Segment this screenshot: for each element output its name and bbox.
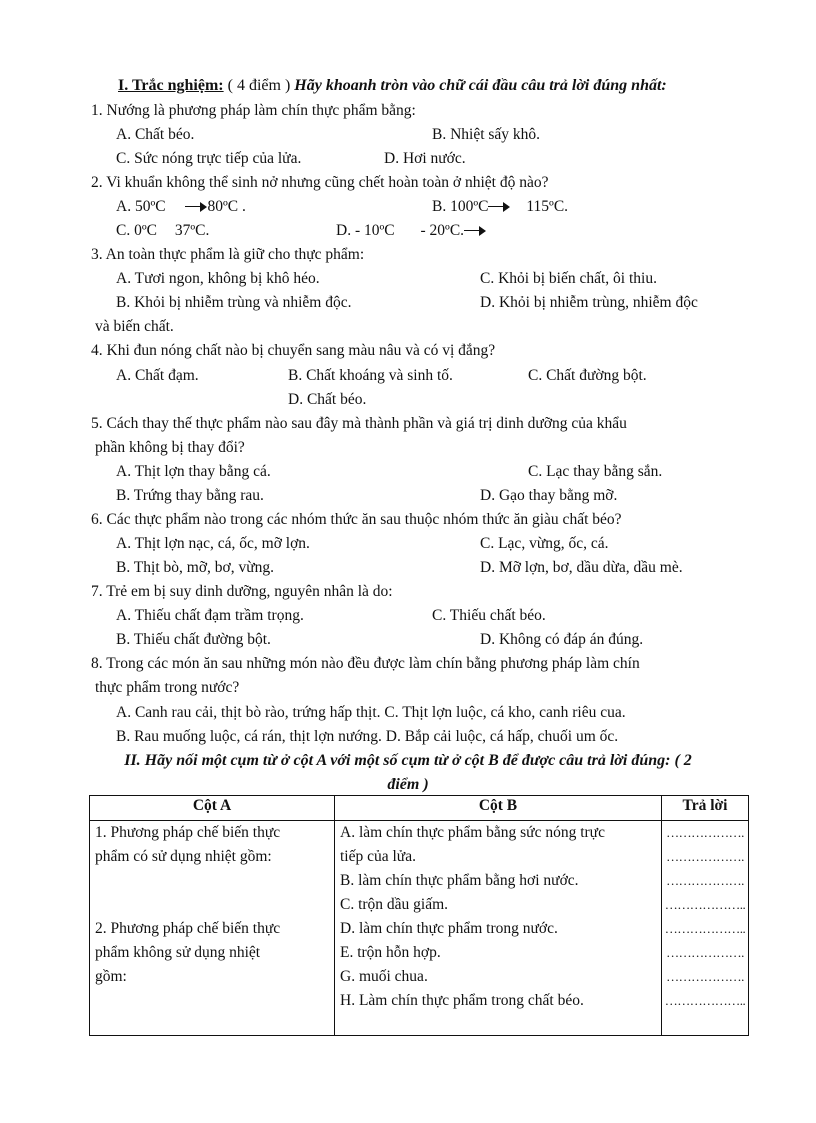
q2-d-to: - 20ºC. bbox=[420, 222, 465, 239]
answer-blank[interactable]: ………………. bbox=[666, 873, 744, 888]
q5-stem-line1: 5. Cách thay thế thực phẩm nào sau đây mà thành phần và giá trị dinh dưỡng của khẩu bbox=[91, 415, 627, 432]
column-b-option-b: B. làm chín thực phẩm bằng hơi nước. bbox=[340, 872, 579, 889]
q2-option-d bbox=[336, 221, 486, 241]
q3-stem: 3. An toàn thực phẩm là giữ cho thực phẩm: bbox=[91, 246, 365, 263]
q8-options-b-d: B. Rau muống luộc, cá rán, thịt lợn nướng. D. Bắp cải luộc, cá hấp, chuối um ốc. bbox=[116, 728, 619, 745]
q8-stem-line1: 8. Trong các món ăn sau những món nào đều được làm chín bằng phương pháp làm chín bbox=[91, 655, 640, 672]
q1-option-c: C. Sức nóng trực tiếp của lửa. bbox=[116, 150, 302, 167]
answer-blank[interactable]: ………………. bbox=[666, 825, 744, 840]
column-a-item2-line3: gồm: bbox=[95, 968, 127, 985]
arrow-icon bbox=[488, 202, 510, 212]
q8-stem-line2: thực phẩm trong nước? bbox=[95, 679, 240, 696]
answer-blank[interactable]: ………………. bbox=[666, 969, 744, 984]
q1-stem: 1. Nướng là phương pháp làm chín thực phẩm bằng: bbox=[91, 102, 416, 119]
column-a-item2-line1: 2. Phương pháp chế biến thực bbox=[95, 920, 281, 937]
q4-option-b: B. Chất khoáng và sinh tố. bbox=[288, 367, 453, 384]
answer-blank[interactable]: ……………….. bbox=[664, 897, 746, 912]
q5-option-b: B. Trứng thay bằng rau. bbox=[116, 487, 264, 504]
table-body-row bbox=[90, 821, 749, 1036]
section1-heading: I. Trắc nghiệm: bbox=[118, 77, 224, 94]
q2-option-a bbox=[116, 197, 246, 217]
q3-option-a: A. Tươi ngon, không bị khô héo. bbox=[116, 270, 320, 287]
q6-option-b: B. Thịt bò, mỡ, bơ, vừng. bbox=[116, 559, 274, 576]
q2-b-to: 115ºC. bbox=[526, 198, 569, 215]
q7-stem: 7. Trẻ em bị suy dinh dưỡng, nguyên nhân là do: bbox=[91, 583, 393, 600]
arrow-icon bbox=[464, 226, 486, 236]
q2-d-from: D. - 10ºC bbox=[336, 222, 395, 239]
column-b-cell bbox=[335, 821, 662, 1036]
q7-option-b: B. Thiếu chất đường bột. bbox=[116, 631, 271, 648]
answer-cell[interactable] bbox=[662, 821, 749, 1036]
q6-option-d: D. Mỡ lợn, bơ, dầu dừa, dầu mè. bbox=[480, 559, 683, 576]
q2-c-from: C. 0ºC bbox=[116, 222, 157, 239]
column-b-option-g: G. muối chua. bbox=[340, 968, 428, 985]
table-header-row bbox=[90, 796, 749, 821]
q2-stem: 2. Vi khuẩn không thể sinh nở nhưng cũng chết hoàn toàn ở nhiệt độ nào? bbox=[91, 174, 549, 191]
q1-option-b: B. Nhiệt sấy khô. bbox=[432, 126, 541, 143]
q2-a-from: A. 50ºC bbox=[116, 198, 166, 215]
q8-options-a-c: A. Canh rau cải, thịt bò rào, trứng hấp thịt. C. Thịt lợn luộc, cá kho, canh riêu cua. bbox=[116, 704, 626, 721]
header-column-b: Cột B bbox=[335, 796, 662, 821]
q4-stem: 4. Khi đun nóng chất nào bị chuyển sang màu nâu và có vị đắng? bbox=[91, 342, 496, 359]
q2-option-b bbox=[432, 197, 568, 217]
column-b-option-e: E. trộn hỗn hợp. bbox=[340, 944, 441, 961]
section1-points: ( 4 điểm ) bbox=[223, 77, 295, 94]
q7-option-a: A. Thiếu chất đạm trầm trọng. bbox=[116, 607, 304, 624]
q1-option-d: D. Hơi nước. bbox=[384, 150, 466, 167]
q3-option-d: D. Khỏi bị nhiễm trùng, nhiễm độc bbox=[480, 294, 698, 311]
q2-c-to: 37ºC. bbox=[174, 222, 210, 239]
column-b-option-d: D. làm chín thực phẩm trong nước. bbox=[340, 920, 558, 937]
section2-heading-line1: II. Hãy nối một cụm từ ở cột A với một số cụm từ ở cột B để được câu trả lời đúng: ( 2 bbox=[124, 752, 692, 769]
section2-heading-line2: điểm ) bbox=[387, 776, 429, 793]
column-a-item2-line2: phẩm không sử dụng nhiệt bbox=[95, 944, 261, 961]
q6-option-a: A. Thịt lợn nạc, cá, ốc, mỡ lợn. bbox=[116, 535, 310, 552]
q5-option-d: D. Gạo thay bằng mỡ. bbox=[480, 487, 618, 504]
q2-b-from: B. 100ºC bbox=[432, 198, 489, 215]
q4-option-c: C. Chất đường bột. bbox=[528, 367, 647, 384]
q7-option-d: D. Không có đáp án đúng. bbox=[480, 631, 644, 648]
section1-instruction: Hãy khoanh tròn vào chữ cái đầu câu trả lời đúng nhất: bbox=[294, 77, 667, 94]
q3-option-c: C. Khỏi bị biến chất, ôi thiu. bbox=[480, 270, 657, 287]
section1-heading-line bbox=[118, 76, 667, 96]
q2-option-c bbox=[116, 221, 209, 241]
answer-blank[interactable]: ……………….. bbox=[664, 921, 746, 936]
column-a-item1-line1: 1. Phương pháp chế biến thực bbox=[95, 824, 281, 841]
answer-blank[interactable]: ………………. bbox=[666, 849, 744, 864]
column-a-item1-line2: phẩm có sử dụng nhiệt gồm: bbox=[95, 848, 272, 865]
q3-option-d-continued: và biến chất. bbox=[95, 318, 174, 335]
arrow-icon bbox=[185, 202, 207, 212]
column-b-option-a-cont: tiếp của lửa. bbox=[340, 848, 416, 865]
column-b-option-h: H. Làm chín thực phẩm trong chất béo. bbox=[340, 992, 584, 1009]
header-column-a: Cột A bbox=[90, 796, 335, 821]
q7-option-c: C. Thiếu chất béo. bbox=[432, 607, 546, 624]
column-a-cell bbox=[90, 821, 335, 1036]
q6-stem: 6. Các thực phẩm nào trong các nhóm thức ăn sau thuộc nhóm thức ăn giàu chất béo? bbox=[91, 511, 622, 528]
q2-a-to: 80ºC . bbox=[207, 198, 246, 215]
q4-option-a: A. Chất đạm. bbox=[116, 367, 199, 384]
answer-blank[interactable]: ………………. bbox=[666, 945, 744, 960]
q3-option-b: B. Khỏi bị nhiễm trùng và nhiễm độc. bbox=[116, 294, 352, 311]
q1-option-a: A. Chất béo. bbox=[116, 126, 195, 143]
q5-option-a: A. Thịt lợn thay bằng cá. bbox=[116, 463, 271, 480]
answer-blank[interactable]: ……………….. bbox=[664, 993, 746, 1008]
q4-option-d: D. Chất béo. bbox=[288, 391, 367, 408]
matching-table bbox=[89, 795, 749, 1036]
q6-option-c: C. Lạc, vừng, ốc, cá. bbox=[480, 535, 609, 552]
q5-stem-line2: phần không bị thay đổi? bbox=[95, 439, 245, 456]
column-b-option-c: C. trộn dầu giấm. bbox=[340, 896, 449, 913]
header-answer: Trả lời bbox=[662, 796, 749, 821]
q5-option-c: C. Lạc thay bằng sắn. bbox=[528, 463, 663, 480]
column-b-option-a: A. làm chín thực phẩm bằng sức nóng trực bbox=[340, 824, 605, 841]
